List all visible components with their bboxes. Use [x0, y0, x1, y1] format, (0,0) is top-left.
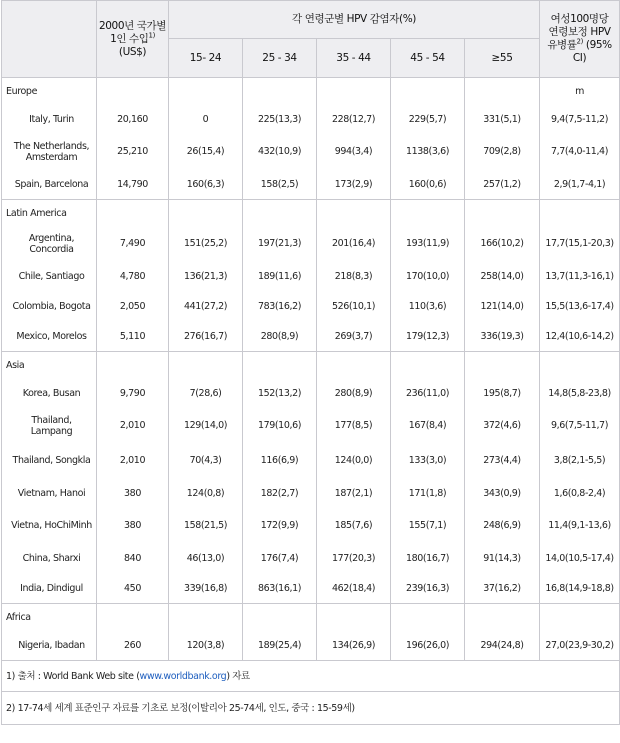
age-value-cell: 229(5,7)	[391, 104, 465, 134]
age-value-cell: 462(18,4)	[317, 573, 391, 604]
region-empty-cell	[391, 200, 465, 227]
age-value-cell: 91(14,3)	[465, 543, 540, 573]
footnote-row-1	[2, 661, 620, 692]
footnote-2: 2) 17-74세 세계 표준인구 자료를 기초로 보정(이탈리아 25-74세, 인도, 중국 : 15-59세)	[2, 692, 620, 725]
rate-cell: 16,8(14,9-18,8)	[540, 573, 620, 604]
table-header	[2, 1, 620, 78]
age-value-cell: 179(10,6)	[243, 408, 317, 443]
rate-cell: 11,4(9,1-13,6)	[540, 508, 620, 543]
age-value-cell: 70(4,3)	[169, 443, 243, 478]
income-cell: 4,780	[97, 261, 169, 291]
header-income-cell	[97, 1, 169, 78]
region-empty-cell	[465, 200, 540, 227]
age-value-cell: 193(11,9)	[391, 226, 465, 261]
rate-cell: 9,6(7,5-11,7)	[540, 408, 620, 443]
rate-cell: 1,6(0,8-2,4)	[540, 478, 620, 508]
rate-cell: 17,7(15,1-20,3)	[540, 226, 620, 261]
age-value-cell: 280(8,9)	[243, 321, 317, 352]
income-cell: 2,010	[97, 443, 169, 478]
header-age-25-34: 25 - 34	[243, 39, 317, 78]
age-value-cell: 195(8,7)	[465, 378, 540, 408]
table-row	[2, 543, 620, 573]
table-row	[2, 291, 620, 321]
age-value-cell: 136(21,3)	[169, 261, 243, 291]
country-cell: Argentina, Concordia	[2, 226, 97, 261]
region-row	[2, 352, 620, 379]
income-cell: 14,790	[97, 169, 169, 200]
footnote-1-suffix: ) 자료	[226, 670, 250, 682]
age-value-cell: 228(12,7)	[317, 104, 391, 134]
region-empty-cell	[391, 78, 465, 105]
country-cell: Korea, Busan	[2, 378, 97, 408]
age-value-cell: 185(7,6)	[317, 508, 391, 543]
age-value-cell: 343(0,9)	[465, 478, 540, 508]
header-country-cell	[2, 1, 97, 78]
hpv-prevalence-table	[1, 0, 620, 725]
age-value-cell: 170(10,0)	[391, 261, 465, 291]
country-cell: Colombia, Bogota	[2, 291, 97, 321]
country-cell: Mexico, Morelos	[2, 321, 97, 352]
header-age-35-44: 35 - 44	[317, 39, 391, 78]
hpv-table-container	[1, 0, 619, 725]
region-empty-cell	[169, 352, 243, 379]
region-rate-cell: m	[540, 78, 620, 105]
income-cell: 20,160	[97, 104, 169, 134]
table-row	[2, 261, 620, 291]
region-empty-cell	[317, 200, 391, 227]
rate-cell: 27,0(23,9-30,2)	[540, 630, 620, 661]
country-cell: Italy, Turin	[2, 104, 97, 134]
rate-line4: CI)	[572, 52, 587, 64]
age-value-cell: 158(21,5)	[169, 508, 243, 543]
age-value-cell: 276(16,7)	[169, 321, 243, 352]
table-row	[2, 134, 620, 169]
rate-cell: 13,7(11,3-16,1)	[540, 261, 620, 291]
age-value-cell: 331(5,1)	[465, 104, 540, 134]
age-value-cell: 189(25,4)	[243, 630, 317, 661]
age-value-cell: 46(13,0)	[169, 543, 243, 573]
footnote-row-2	[2, 692, 620, 725]
age-value-cell: 441(27,2)	[169, 291, 243, 321]
region-rate-cell	[540, 200, 620, 227]
age-value-cell: 120(3,8)	[169, 630, 243, 661]
rate-cell: 9,4(7,5-11,2)	[540, 104, 620, 134]
age-value-cell: 863(16,1)	[243, 573, 317, 604]
age-value-cell: 177(8,5)	[317, 408, 391, 443]
country-cell: The Netherlands, Amsterdam	[2, 134, 97, 169]
table-row	[2, 104, 620, 134]
age-value-cell: 257(1,2)	[465, 169, 540, 200]
age-value-cell: 372(4,6)	[465, 408, 540, 443]
income-cell: 7,490	[97, 226, 169, 261]
age-value-cell: 151(25,2)	[169, 226, 243, 261]
table-row	[2, 378, 620, 408]
age-value-cell: 236(11,0)	[391, 378, 465, 408]
region-empty-cell	[97, 200, 169, 227]
table-body	[2, 78, 620, 725]
rate-cell: 14,8(5,8-23,8)	[540, 378, 620, 408]
income-line1: 2000년 국가별	[98, 19, 167, 32]
country-cell: India, Dindigul	[2, 573, 97, 604]
age-value-cell: 709(2,8)	[465, 134, 540, 169]
age-value-cell: 177(20,3)	[317, 543, 391, 573]
region-empty-cell	[97, 78, 169, 105]
footnote-1-prefix: 1) 출처 : World Bank Web site (	[6, 670, 140, 682]
age-value-cell: 0	[169, 104, 243, 134]
income-footnote-ref: 1)	[148, 31, 155, 39]
country-cell: Nigeria, Ibadan	[2, 630, 97, 661]
region-empty-cell	[465, 352, 540, 379]
rate-cell: 7,7(4,0-11,4)	[540, 134, 620, 169]
age-value-cell: 273(4,4)	[465, 443, 540, 478]
age-value-cell: 280(8,9)	[317, 378, 391, 408]
income-cell: 2,010	[97, 408, 169, 443]
region-name: Latin America	[2, 200, 97, 227]
income-cell: 9,790	[97, 378, 169, 408]
region-row	[2, 604, 620, 631]
region-empty-cell	[317, 78, 391, 105]
country-cell: Thailand, Songkla	[2, 443, 97, 478]
age-value-cell: 225(13,3)	[243, 104, 317, 134]
region-empty-cell	[243, 352, 317, 379]
age-value-cell: 258(14,0)	[465, 261, 540, 291]
region-empty-cell	[317, 604, 391, 631]
income-cell: 380	[97, 508, 169, 543]
age-value-cell: 336(19,3)	[465, 321, 540, 352]
income-cell: 840	[97, 543, 169, 573]
age-value-cell: 116(6,9)	[243, 443, 317, 478]
age-value-cell: 124(0,0)	[317, 443, 391, 478]
age-value-cell: 339(16,8)	[169, 573, 243, 604]
region-name: Africa	[2, 604, 97, 631]
age-value-cell: 189(11,6)	[243, 261, 317, 291]
income-cell: 260	[97, 630, 169, 661]
age-value-cell: 180(16,7)	[391, 543, 465, 573]
country-cell: Spain, Barcelona	[2, 169, 97, 200]
age-value-cell: 152(13,2)	[243, 378, 317, 408]
region-row	[2, 78, 620, 105]
age-value-cell: 129(14,0)	[169, 408, 243, 443]
country-cell: China, Sharxi	[2, 543, 97, 573]
age-value-cell: 134(26,9)	[317, 630, 391, 661]
age-value-cell: 176(7,4)	[243, 543, 317, 573]
age-value-cell: 432(10,9)	[243, 134, 317, 169]
header-age-15-24: 15- 24	[169, 39, 243, 78]
age-value-cell: 166(10,2)	[465, 226, 540, 261]
country-cell: Vietnam, Hanoi	[2, 478, 97, 508]
rate-footnote-ref: 2)	[576, 37, 583, 46]
region-empty-cell	[243, 78, 317, 105]
table-row	[2, 169, 620, 200]
age-value-cell: 783(16,2)	[243, 291, 317, 321]
region-empty-cell	[317, 352, 391, 379]
header-age-group-title: 각 연령군별 HPV 감염자(%)	[169, 1, 540, 39]
table-row	[2, 573, 620, 604]
age-value-cell: 171(1,8)	[391, 478, 465, 508]
header-rate-cell	[540, 1, 620, 78]
rate-cell: 15,5(13,6-17,4)	[540, 291, 620, 321]
age-value-cell: 179(12,3)	[391, 321, 465, 352]
rate-cell: 3,8(2,1-5,5)	[540, 443, 620, 478]
table-row	[2, 408, 620, 443]
rate-cell: 12,4(10,6-14,2)	[540, 321, 620, 352]
income-line2: 1인 수입	[110, 32, 149, 45]
age-value-cell: 1138(3,6)	[391, 134, 465, 169]
region-empty-cell	[243, 200, 317, 227]
age-value-cell: 160(0,6)	[391, 169, 465, 200]
income-unit: (US$)	[118, 45, 147, 58]
age-value-cell: 124(0,8)	[169, 478, 243, 508]
rate-line3: 유병률	[547, 39, 577, 51]
table-row	[2, 321, 620, 352]
table-row	[2, 630, 620, 661]
age-value-cell: 160(6,3)	[169, 169, 243, 200]
age-value-cell: 172(9,9)	[243, 508, 317, 543]
age-value-cell: 182(2,7)	[243, 478, 317, 508]
region-rate-cell	[540, 604, 620, 631]
country-cell: Thailand, Lampang	[2, 408, 97, 443]
footnote-1	[2, 661, 620, 692]
age-value-cell: 155(7,1)	[391, 508, 465, 543]
age-value-cell: 294(24,8)	[465, 630, 540, 661]
income-cell: 5,110	[97, 321, 169, 352]
rate-line2: 연령보정 HPV	[548, 26, 611, 38]
age-value-cell: 248(6,9)	[465, 508, 540, 543]
region-empty-cell	[169, 78, 243, 105]
age-value-cell: 218(8,3)	[317, 261, 391, 291]
table-row	[2, 508, 620, 543]
header-age-55-plus: ≥55	[465, 39, 540, 78]
income-cell: 380	[97, 478, 169, 508]
age-value-cell: 158(2,5)	[243, 169, 317, 200]
age-value-cell: 197(21,3)	[243, 226, 317, 261]
age-value-cell: 7(28,6)	[169, 378, 243, 408]
header-age-45-54: 45 - 54	[391, 39, 465, 78]
region-empty-cell	[391, 604, 465, 631]
region-name: Asia	[2, 352, 97, 379]
age-value-cell: 269(3,7)	[317, 321, 391, 352]
region-rate-cell	[540, 352, 620, 379]
age-value-cell: 994(3,4)	[317, 134, 391, 169]
region-name: Europe	[2, 78, 97, 105]
region-empty-cell	[97, 604, 169, 631]
age-value-cell: 187(2,1)	[317, 478, 391, 508]
region-empty-cell	[169, 200, 243, 227]
income-cell: 25,210	[97, 134, 169, 169]
region-empty-cell	[169, 604, 243, 631]
region-empty-cell	[243, 604, 317, 631]
region-empty-cell	[465, 78, 540, 105]
age-value-cell: 196(26,0)	[391, 630, 465, 661]
country-cell: Vietna, HoChiMinh	[2, 508, 97, 543]
age-value-cell: 526(10,1)	[317, 291, 391, 321]
age-value-cell: 173(2,9)	[317, 169, 391, 200]
age-value-cell: 110(3,6)	[391, 291, 465, 321]
rate-cell: 2,9(1,7-4,1)	[540, 169, 620, 200]
age-value-cell: 26(15,4)	[169, 134, 243, 169]
table-row	[2, 478, 620, 508]
table-row	[2, 443, 620, 478]
age-value-cell: 37(16,2)	[465, 573, 540, 604]
rate-line3b: (95%	[582, 39, 612, 51]
region-empty-cell	[97, 352, 169, 379]
region-row	[2, 200, 620, 227]
rate-cell: 14,0(10,5-17,4)	[540, 543, 620, 573]
age-value-cell: 239(16,3)	[391, 573, 465, 604]
income-cell: 450	[97, 573, 169, 604]
rate-line1: 여성100명당	[550, 13, 609, 25]
table-row	[2, 226, 620, 261]
age-value-cell: 121(14,0)	[465, 291, 540, 321]
region-empty-cell	[465, 604, 540, 631]
age-value-cell: 167(8,4)	[391, 408, 465, 443]
age-value-cell: 201(16,4)	[317, 226, 391, 261]
age-value-cell: 133(3,0)	[391, 443, 465, 478]
country-cell: Chile, Santiago	[2, 261, 97, 291]
worldbank-link[interactable]: www.worldbank.org	[139, 670, 227, 682]
income-cell: 2,050	[97, 291, 169, 321]
region-empty-cell	[391, 352, 465, 379]
